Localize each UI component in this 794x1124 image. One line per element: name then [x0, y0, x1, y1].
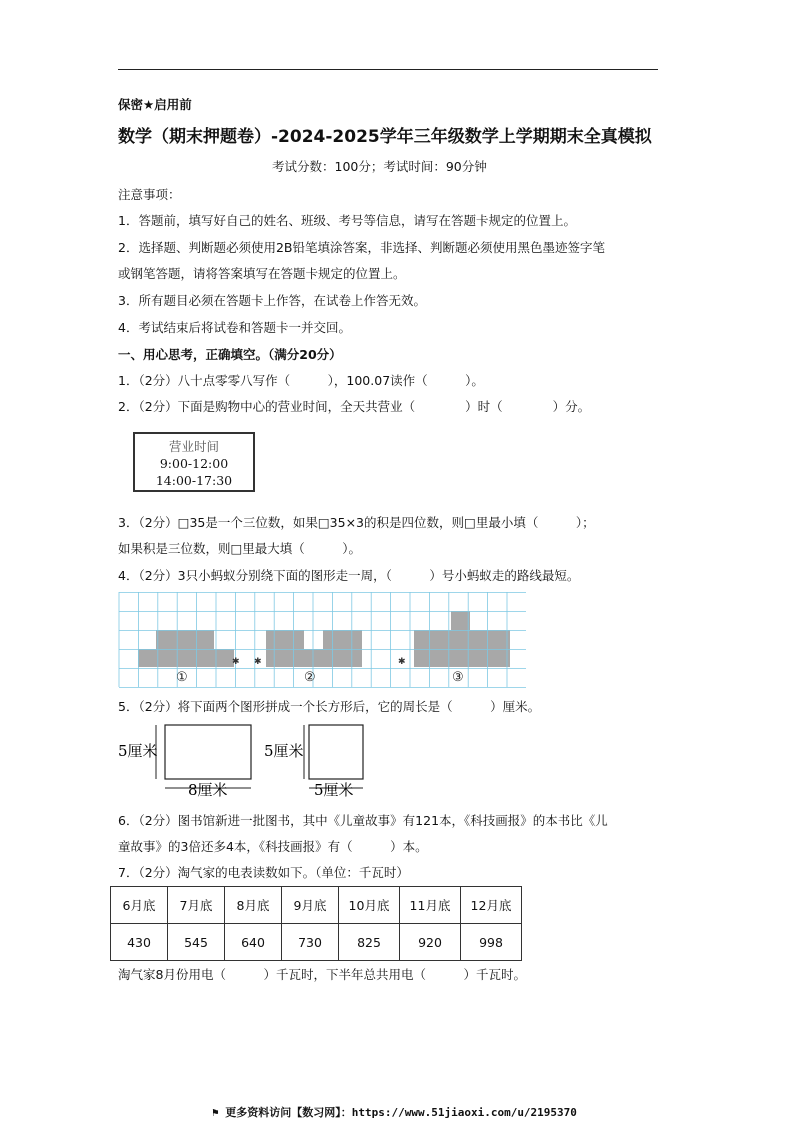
question-4: 4．（2分）3只小蚂蚁分别绕下面的图形走一周，（ ）号小蚂蚁走的路线最短。 — [118, 568, 580, 583]
table-header-cell: 10月底 — [339, 887, 400, 924]
table-header-row — [111, 887, 522, 924]
shape-1-label: ① — [176, 670, 188, 685]
grid-svg — [118, 592, 526, 688]
note-item-1: 1．答题前，填写好自己的姓名、班级、考号等信息，请写在答题卡规定的位置上。 — [118, 213, 576, 228]
question-6b: 童故事》的3倍还多4本，《科技画报》有（ ）本。 — [118, 839, 428, 854]
ant-icon-2: ✱ — [254, 657, 262, 667]
business-hours-morning: 9:00-12:00 — [159, 456, 229, 471]
table-row — [111, 924, 522, 961]
ant-icon-3: ✱ — [398, 657, 406, 667]
table-header-cell: 7月底 — [168, 887, 225, 924]
table-header-cell: 11月底 — [400, 887, 461, 924]
table-cell: 545 — [168, 924, 225, 961]
table-header-cell: 9月底 — [282, 887, 339, 924]
meter-reading-table — [110, 886, 522, 961]
table-cell: 730 — [282, 924, 339, 961]
rect1-bottom-label: 8厘米 — [188, 781, 228, 799]
note-item-4: 4．考试结束后将试卷和答题卡一并交回。 — [118, 320, 351, 335]
table-header-cell: 8月底 — [225, 887, 282, 924]
table-cell: 640 — [225, 924, 282, 961]
table-cell: 430 — [111, 924, 168, 961]
shape-1-right — [196, 630, 214, 649]
shape-3-label: ③ — [452, 670, 464, 685]
rect1-side-label: 5厘米 — [118, 742, 158, 760]
ant-path-grid-figure — [118, 592, 526, 691]
square2-side-label: 5厘米 — [264, 742, 304, 760]
table-header-cell: 6月底 — [111, 887, 168, 924]
rectangles-figure — [118, 722, 368, 802]
shape-1-base — [138, 649, 234, 667]
top-rule — [118, 69, 658, 70]
shape-3-base — [414, 649, 510, 667]
confidential-label: 保密★启用前 — [118, 97, 192, 112]
shape-3-mid — [414, 630, 510, 649]
footer-link[interactable] — [212, 1104, 577, 1120]
note-item-2a: 2．选择题、判断题必须使用2B铅笔填涂答案，非选择、判断题必须使用黑色墨迹签字笔 — [118, 240, 605, 255]
question-6a: 6．（2分）图书馆新进一批图书，其中《儿童故事》有121本，《科技画报》的本书比《儿 — [118, 813, 608, 828]
table-cell: 825 — [339, 924, 400, 961]
question-7-followup: 淘气家8月份用电（ ）千瓦时，下半年总共用电（ ）千瓦时。 — [118, 967, 526, 982]
shape-2-left — [266, 630, 304, 649]
note-item-2b: 或钢笔答题，请将答案填写在答题卡规定的位置上。 — [118, 266, 406, 281]
flag-icon: ⚑ — [212, 1106, 226, 1119]
shape-2-right — [323, 630, 362, 649]
question-7: 7．（2分）淘气家的电表读数如下。（单位：千瓦时） — [118, 865, 409, 880]
table-cell: 920 — [400, 924, 461, 961]
page-title: 数学（期末押题卷）-2024-2025学年三年级数学上学期期末全真模拟 — [118, 127, 652, 147]
question-3b: 如果积是三位数，则□里最大填（ ）。 — [118, 541, 362, 556]
note-item-3: 3．所有题目必须在答题卡上作答，在试卷上作答无效。 — [118, 293, 426, 308]
question-3a: 3．（2分）□35是一个三位数，如果□35×3的积是四位数，则□里最小填（ ）； — [118, 515, 595, 530]
table-header-cell: 12月底 — [461, 887, 522, 924]
shape-3-top — [451, 611, 470, 630]
square2-bottom-label: 5厘米 — [314, 781, 354, 799]
question-5: 5．（2分）将下面两个图形拼成一个长方形后，它的周长是（ ）厘米。 — [118, 699, 541, 714]
shape-2-base — [266, 649, 362, 667]
exam-info: 考试分数：100分；考试时间：90分钟 — [272, 159, 487, 174]
business-hours-box — [133, 432, 255, 492]
notes-heading: 注意事项： — [118, 187, 181, 202]
table-cell: 998 — [461, 924, 522, 961]
business-hours-title: 营业时间 — [168, 439, 219, 454]
section-heading: 一、用心思考，正确填空。（满分20分） — [118, 347, 342, 362]
footer-text: 更多资料访问【数习网】：https://www.51jiaoxi.com/u/2195370 — [225, 1106, 577, 1119]
business-hours-afternoon: 14:00-17:30 — [155, 473, 233, 488]
shape-1-mid — [156, 630, 196, 649]
square-2 — [309, 725, 363, 779]
question-2: 2．（2分）下面是购物中心的营业时间，全天共营业（ ）时（ ）分。 — [118, 399, 591, 414]
shape-2-label: ② — [304, 670, 316, 685]
rectangle-1 — [165, 725, 251, 779]
ant-icon-1: ✱ — [232, 657, 240, 667]
question-1: 1．（2分）八十点零零八写作（ ），100.07读作（ ）。 — [118, 373, 484, 388]
